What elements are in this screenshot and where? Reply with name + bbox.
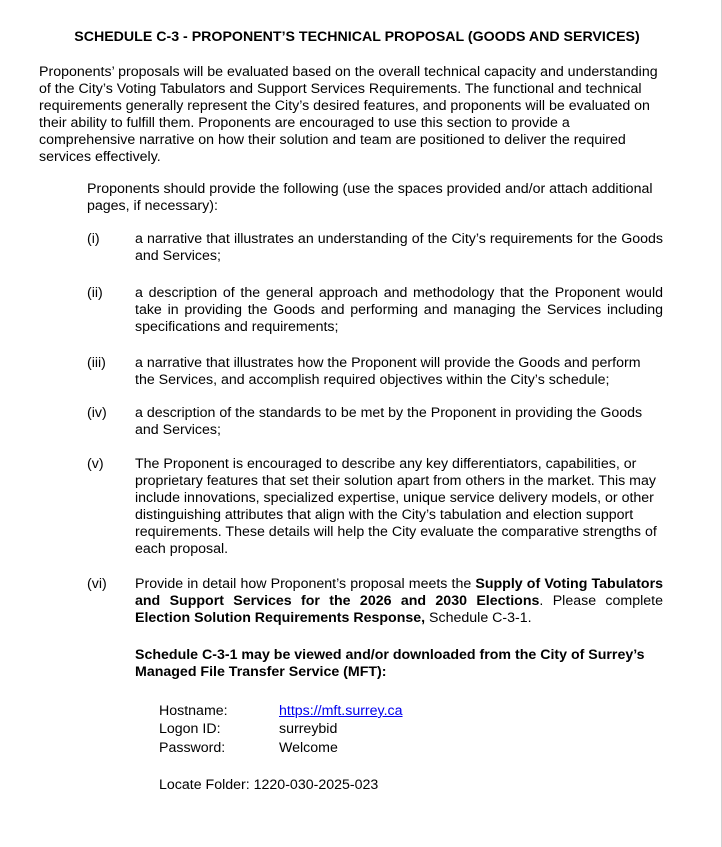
hostname-label: Hostname:: [159, 703, 228, 719]
logon-id-value: surreybid: [279, 721, 338, 737]
list-item-text: The Proponent is encouraged to describe any key differentiators, capabilities, or proprietary features that set their solution apart from others in the market. This may include innovations, specialized expertise, unique service delivery models, or other distinguishing attributes that align with the City’s tabulation and election support requirements. These details will help the City evaluate the comparative strengths of each proposal.: [135, 456, 657, 557]
list-item-number: (v): [87, 456, 104, 472]
hostname-link[interactable]: https://mft.surrey.ca: [279, 703, 403, 719]
list-item-text: a narrative that illustrates an understanding of the City’s requirements for the Goods and Services;: [135, 231, 663, 264]
intro-paragraph: Proponents’ proposals will be evaluated based on the overall technical capacity and understanding of the City’s Voting Tabulators and Support Services Requirements. The functional and technical requirements generally represent the City’s desired features, and proponents will be evaluated on their ability to fulfill them. Proponents are encouraged to use this section to provide a comprehensive narrative on how their solution and team are positioned to deliver the required services effectively.: [39, 64, 658, 165]
list-item-text: [135, 576, 663, 627]
password-value: Welcome: [279, 740, 338, 756]
text-run: . Please complete: [539, 593, 663, 609]
page-title: SCHEDULE C-3 - PROPONENT’S TECHNICAL PROPOSAL (GOODS AND SERVICES): [74, 29, 640, 45]
bold-text-run: Election Solution Requirements Response,: [135, 610, 426, 626]
logon-id-label: Logon ID:: [159, 721, 221, 737]
locate-folder-text: Locate Folder: 1220-030-2025-023: [159, 777, 379, 793]
mft-heading: Schedule C-3-1 may be viewed and/or downloaded from the City of Surrey’s Managed File Transfer Service (MFT):: [135, 647, 645, 680]
list-item-text: a description of the standards to be met by the Proponent in providing the Goods and Services;: [135, 405, 643, 438]
lead-paragraph: Proponents should provide the following (use the spaces provided and/or attach additional pages, if necessary):: [87, 181, 653, 214]
list-item-number: (i): [87, 231, 100, 247]
text-run: Provide in detail how Proponent’s proposal meets the: [135, 576, 476, 592]
bold-text-run: Supply of Voting Tabulators and Support Services for the 2026 and 2030 Elections: [135, 576, 663, 609]
password-label: Password:: [159, 740, 226, 756]
list-item-number: (ii): [87, 285, 103, 301]
list-item-number: (iii): [87, 355, 106, 371]
list-item-text: a description of the general approach and methodology that the Proponent would take in providing the Goods and performing and managing the Services including specifications and requirements;: [135, 285, 663, 335]
list-item-number: (iv): [87, 405, 107, 421]
list-item-text: a narrative that illustrates how the Proponent will provide the Goods and perform the Services, and accomplish required objectives within the City’s schedule;: [135, 355, 641, 388]
text-run: Schedule C-3-1.: [425, 610, 532, 626]
list-item-number: (vi): [87, 576, 107, 592]
